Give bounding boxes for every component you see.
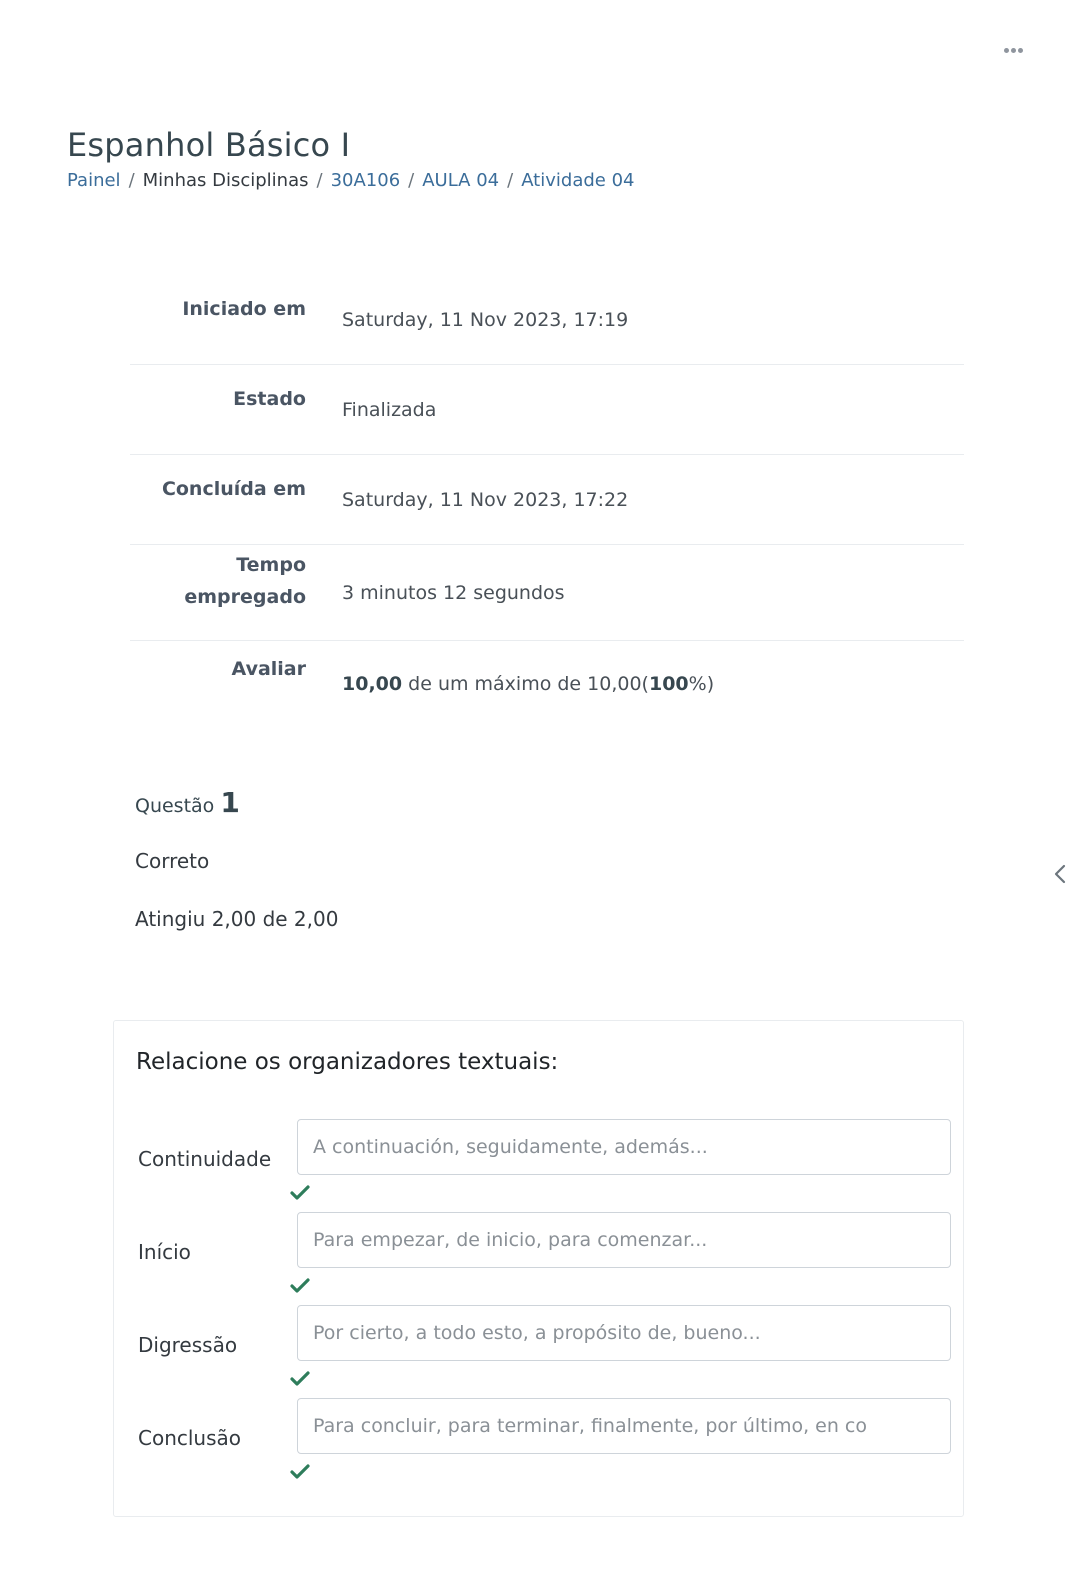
check-icon: [290, 1464, 310, 1480]
match-answer-select[interactable]: Para empezar, de inicio, para comenzar...: [297, 1212, 951, 1268]
match-row: [114, 1212, 963, 1305]
more-options-button[interactable]: [1000, 40, 1026, 60]
dot: [1018, 48, 1023, 53]
match-label: Conclusão: [138, 1426, 242, 1450]
breadcrumb-course-code[interactable]: 30A106: [330, 170, 401, 191]
grade-max-text: de um máximo de 10,00(: [402, 673, 649, 695]
state-value: Finalizada: [342, 398, 437, 421]
breadcrumb-atividade[interactable]: Atividade 04: [521, 170, 635, 191]
match-row: [114, 1119, 963, 1212]
match-answer-select[interactable]: Para concluir, para terminar, finalmente, por último, en co: [297, 1398, 951, 1454]
breadcrumb-separator: /: [316, 170, 323, 191]
started-label: Iniciado em: [182, 298, 306, 320]
attempt-summary-table: [130, 275, 964, 725]
time-label-line2: empregado: [184, 586, 306, 608]
match-row: [114, 1305, 963, 1398]
question-title: [135, 786, 338, 819]
breadcrumb: [67, 170, 634, 191]
grade-percent: 100: [648, 673, 689, 695]
match-label: Continuidade: [138, 1147, 272, 1171]
check-icon: [290, 1278, 310, 1294]
state-label: Estado: [233, 388, 306, 410]
match-answer-select[interactable]: Por cierto, a todo esto, a propósito de, bueno...: [297, 1305, 951, 1361]
breadcrumb-painel[interactable]: Painel: [67, 170, 121, 191]
question-number: 1: [220, 786, 240, 819]
summary-row-time: [130, 545, 964, 641]
check-icon: [290, 1371, 310, 1387]
match-answer-select[interactable]: A continuación, seguidamente, además...: [297, 1119, 951, 1175]
question-text: Relacione os organizadores textuais:: [136, 1049, 559, 1075]
breadcrumb-separator: /: [408, 170, 415, 191]
completed-value: Saturday, 11 Nov 2023, 17:22: [342, 488, 629, 511]
grade-score: 10,00: [342, 673, 403, 695]
question-grade: Atingiu 2,00 de 2,00: [135, 907, 339, 931]
chevron-left-icon[interactable]: [1050, 862, 1070, 886]
match-label: Digressão: [138, 1333, 238, 1357]
question-state: Correto: [135, 849, 210, 873]
question-content-box: [113, 1020, 964, 1517]
summary-row-completed: [130, 455, 964, 545]
grade-label: Avaliar: [231, 658, 306, 680]
completed-label: Concluída em: [161, 478, 306, 500]
match-label: Início: [138, 1240, 191, 1264]
summary-row-state: [130, 365, 964, 455]
breadcrumb-separator: /: [507, 170, 514, 191]
check-icon: [290, 1185, 310, 1201]
time-label: [130, 545, 322, 640]
breadcrumb-minhas-disciplinas: Minhas Disciplinas: [142, 170, 309, 191]
breadcrumb-aula[interactable]: AULA 04: [422, 170, 500, 191]
question-info: [135, 786, 338, 931]
dot: [1004, 48, 1009, 53]
started-value: Saturday, 11 Nov 2023, 17:19: [342, 308, 629, 331]
summary-row-started: [130, 275, 964, 365]
breadcrumb-separator: /: [128, 170, 135, 191]
time-label-line1: Tempo: [236, 554, 306, 576]
match-row: [114, 1398, 963, 1491]
question-word: Questão: [135, 795, 215, 817]
dot: [1011, 48, 1016, 53]
grade-percent-sign: %): [688, 673, 715, 695]
page-title: Espanhol Básico I: [67, 126, 351, 164]
summary-row-grade: [130, 641, 964, 725]
time-value: 3 minutos 12 segundos: [342, 581, 565, 604]
grade-value: [322, 641, 964, 725]
